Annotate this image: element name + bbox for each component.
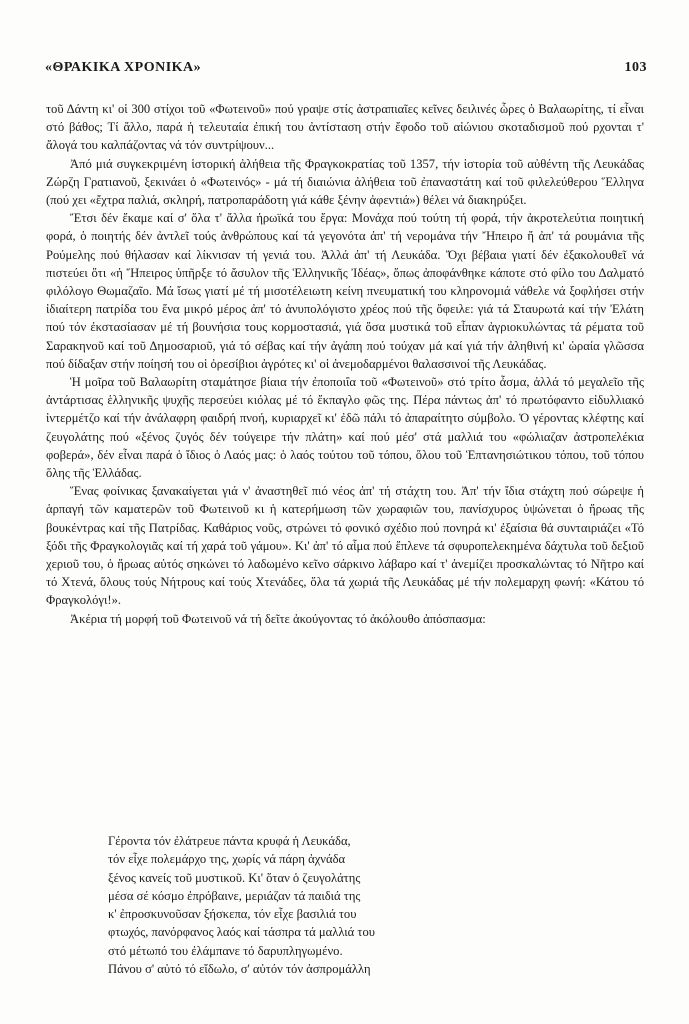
paragraph: τοῦ Δάντη κι' οἱ 300 στίχοι τοῦ «Φωτεινοῦ» πού γραψε στίς ἀστραπιαῖες κεῖνες δειλινές ὧρες ὁ Βαλαωρίτης, τί εἶναι στό βάθος; Τί ἄλλο, παρά ἡ τελευταία ἐπική του ἀντίσταση στήν ἔφοδο τοῦ αἰώνιου σκοταδισμοῦ πού ρχονται τ' ἄλογά του καλπάζοντας νά τόν συντρίψουν... xyxy=(46,102,644,153)
poem-line: μέσα σέ κόσμο ἐπρόβαινε, μεριάζαν τά παιδιά της xyxy=(108,888,361,903)
paragraph: Ἕνας φοίνικας ξανακαίγεται γιά ν' ἀναστηθεῖ πιό νέος ἀπ' τή στάχτη του. Ἀπ' τήν ἴδια στάχτη πού σώρεψε ἡ ἁρπαγή τῶν καματερῶν τοῦ Φωτεινοῦ κι ἡ κατερήμωση τῶν χωραφιῶν του, πανίσχυρος ὑψώνεται ὁ ἥρωας τῆς βουκέντρας καί τῆς Πατρίδας. Καθάριος νοῦς, στρώνει τό φονικό σχέδιο πού πονηρά κι' ἐξαίσια θά συνταιριάζει «Τό ξόδι τῆς Φραγκολογιᾶς καί τή χαρά τοῦ γάμου». Κι' ἀπ' τό αἷμα πού ἔπλενε τά σφυροπελεκημένα δάχτυλα τοῦ δεξιοῦ χεριοῦ του, ὁ ἥρωας αὐτός σηκώνει τό λαδωμένο κεῖνο σάρκινο λάβαρο καί τ' ἀνεμίζει προσκαλώντας τό Νῆτρο καί τό Χτενά, ὅλους τούς Νήτρους καί τούς Χτενάδες, ὅλα τά χωριά τῆς Λευκάδας μέ τήν πολεμαρχη φωνή: «Κάτου τό Φραγκολόγι!». xyxy=(46,484,644,608)
poem-line: Πάνου σ' αὐτό τό εἴδωλο, σ' αὐτόν τόν ἀσπρομάλλη xyxy=(108,962,371,977)
poem-line: φτωχός, πανόρφανος λαός καί τάσπρα τά μαλλιά του xyxy=(108,925,376,940)
paragraph: Ἀκέρια τή μορφή τοῦ Φωτεινοῦ νά τή δεῖτε ἀκούγοντας τό ἀκόλουθο ἀπόσπασμα: xyxy=(70,611,486,626)
running-header xyxy=(45,60,647,82)
poem-line: κ' ἐπροσκυνοῦσαν ξήσκεπα, τόν εἶχε βασιλιά του xyxy=(108,907,357,922)
paragraph: Ἔτσι δέν ἔκαμε καί σ' ὅλα τ' ἄλλα ἡρωϊκά του ἔργα: Μονάχα πού τούτη τή φορά, τήν ἀκροτελεύτια ποιητική φορά, ὁ ποιητής δέν ἀντλεῖ τούς ἀνθρώπους καί τά γεγονότα ἀπ' τή νερομάνα τήν Ἤπειρο ἤ ἀπ' τά ρουμάνια τῆς Ρούμελης πού θήλασαν καί λίκνισαν τή γενιά του. Ἀλλά ἀπ' τή Λευκάδα. Ὄχι βέβαια γιατί δέν ἐξακολουθεῖ νά πιστεύει ὅτι «ἡ Ἤπειρος ὑπῆρξε τό ἄσυλον τῆς Ἑλληνικῆς Ἰδέας», ὅπως ἀποφάνθηκε κάποτε στό φίλο του Δαλματό φιλόλογο Θωμαζαῖο. Μά ἴσως γιατί μέ τή μισοτέλειωτη κείνη πνευματική του κληρονομιά νάθελε νά ξοφλήσει στήν ἰδιαίτερη πατρίδα του ἕνα μικρό μέρος ἀπ' τό ἀνυπολόγιστο χρέος πού τῆς ὄφειλε: γιά τά Σταυρωτά καί τήν Ἐλάτη πού τόν ἐκστασίασαν μέ τή βουνήσια τους κορμοστασιά, γιά ὅσα μυστικά τοῦ εἶπαν ἀγριοκυλώντας τά ρέματα τοῦ Σαρακηνοῦ καί τοῦ Δημοσαριοῦ, γιά τό σέβας καί τήν ἀγάπη πού τούχαν μά καί γιά τήν ἀληθινή κι' ὡραία γλῶσσα πού δίδαξαν στήν ποίησή του οἱ ὀρεσίβιοι ἀγρότες κι' οἱ ἀνεμοδαρμένοι θαλασσινοί τῆς Λευκάδας. xyxy=(46,211,644,371)
poem-line: ξένος κανείς τοῦ μυστικοῦ. Κι' ὅταν ὁ ζευγολάτης xyxy=(108,870,361,885)
page-number: 103 xyxy=(624,60,647,75)
article-body xyxy=(46,100,644,628)
paragraph: Ἡ μοῖρα τοῦ Βαλαωρίτη σταμάτησε βίαια τήν ἐποποιΐα τοῦ «Φωτεινοῦ» στό τρίτο ἆσμα, ἀλλά τό μεγαλεῖο τῆς ἀντάρτισας ἑλληνικῆς ψυχῆς περσεύει κιόλας μέ τό ἔκπαγλο φῶς της. Πέρα πάντως ἀπ' τό πρωτόφαντο εἰδυλλιακό ἰντερμέτζο καί τήν ἀνάλαφρη φαιδρή πνοή, κυριαρχεῖ κι' ἐδῶ πάλι τό ἀπαραίτητο σύμβολο. Ὁ γέροντας κλέφτης καί ζευγολάτης πού «ξένος ζυγός δέν τούγειρε τήν πλάτη» καί πού μέσ' στά μαλλιά του «φώλιαζαν ἀστροπελέκια φοβερά», δέν εἶναι παρά ὁ ἴδιος ὁ Λαός μας: ὁ λαός τούτου τοῦ τόπου, ὅλου τοῦ Ἑπτανησιώτικου τόπου, τοῦ τόπου ὅλης τῆς Ἑλλάδας. xyxy=(46,375,644,481)
poem-line: στό μέτωπό του ἐλάμπανε τό δαρυπληγωμένο. xyxy=(108,943,343,958)
poem-excerpt xyxy=(108,832,628,978)
poem-line: τόν εἶχε πολεμάρχο της, χωρίς νά πάρη ἀχνάδα xyxy=(108,852,346,867)
paragraph: Ἀπό μιά συγκεκριμένη ἱστορική ἀλήθεια τῆς Φραγκοκρατίας τοῦ 1357, τήν ἱστορία τοῦ αὐθέντη τῆς Λευκάδας Ζώρζη Γρατιανοῦ, ξεκινάει ὁ «Φωτεινός» - μά τή διαιώνια ἀλήθεια τοῦ ἐπαναστάτη καί τοῦ φιλελεύθερου Ἕλληνα (πού χει «ἔχτρα παλιά, σκληρή, πατροπαράδοτη γιά κάθε ξένην ἀφεντιά») θέλει νά διακηρύξει. xyxy=(46,156,644,208)
poem-line: Γέροντα τόν ἐλάτρευε πάντα κρυφά ἡ Λευκάδα, xyxy=(108,834,351,848)
journal-title: «ΘΡΑΚΙΚΑ ΧΡΟΝΙΚΑ» xyxy=(45,60,202,75)
